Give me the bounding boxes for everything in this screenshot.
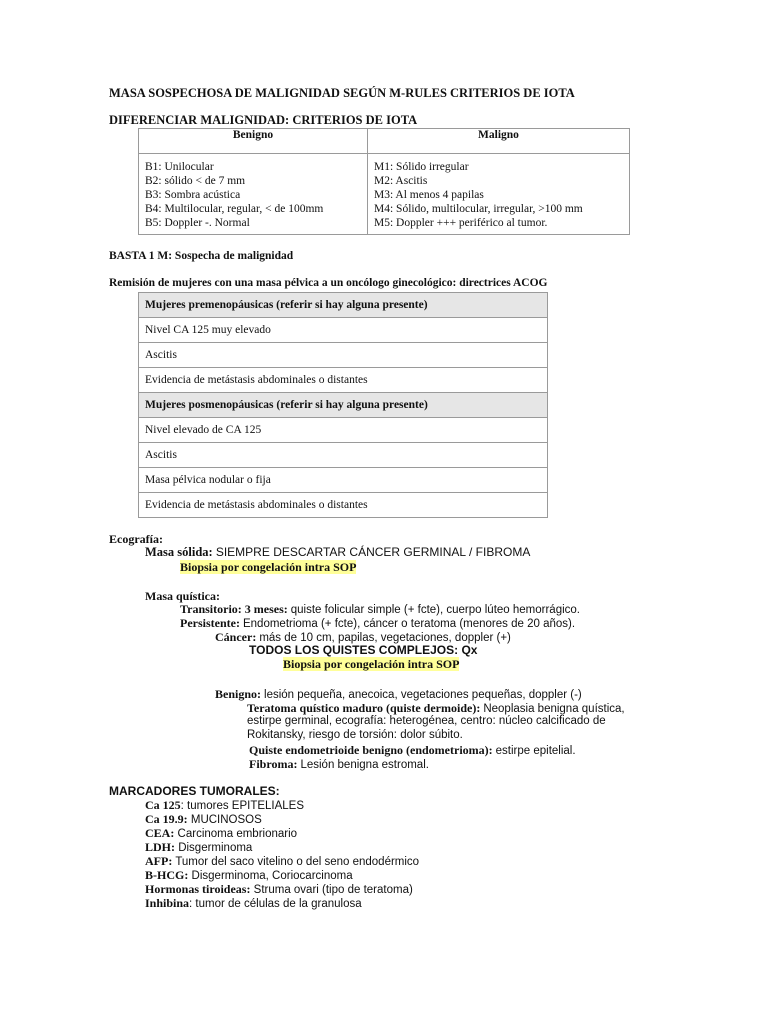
marker-label: Ca 19.9: — [145, 812, 188, 826]
teratoma-text: Neoplasia benigna quística, — [483, 703, 625, 715]
marker-item — [145, 882, 413, 897]
postmenopausal-header: Mujeres posmenopáusicas (referir si hay alguna presente) — [139, 393, 548, 418]
marker-label: CEA: — [145, 826, 175, 840]
eco-heading: Ecografía: — [109, 532, 163, 546]
benign-text: lesión pequeña, anecoica, vegetaciones pequeñas, doppler (-) — [264, 689, 582, 701]
acog-criterion: Nivel CA 125 muy elevado — [139, 318, 548, 343]
teratoma-line — [247, 701, 625, 716]
cystic-mass-label: Masa quística: — [145, 589, 220, 603]
complex-cysts-note: TODOS LOS QUISTES COMPLEJOS: Qx — [249, 643, 478, 657]
benign-criterion: B3: Sombra acústica — [145, 189, 241, 201]
marker-label: Hormonas tiroideas: — [145, 882, 251, 896]
premenopausal-header: Mujeres premenopáusicas (referir si hay alguna presente) — [139, 293, 548, 318]
malign-header: Maligno — [368, 129, 630, 154]
fibroma-line — [249, 757, 429, 772]
teratoma-text-2: estirpe germinal, ecografía: heterogénea, centro: núcleo calcificado de — [247, 715, 606, 727]
transitory-label: Transitorio: 3 meses: — [180, 602, 288, 616]
acog-criterion: Ascitis — [139, 343, 548, 368]
endometrioma-label: Quiste endometrioide benigno (endometrioma): — [249, 743, 493, 757]
marker-text: Disgerminoma, Coriocarcinoma — [188, 870, 353, 882]
acog-criterion: Nivel elevado de CA 125 — [139, 418, 548, 443]
marker-label: LDH: — [145, 840, 175, 854]
basta-note: BASTA 1 M: Sospecha de malignidad — [109, 250, 294, 262]
marker-text: Tumor del saco vitelino o del seno endodérmico — [172, 856, 420, 868]
endometrioma-line — [249, 743, 576, 758]
malign-criterion: M2: Ascitis — [374, 175, 428, 187]
marker-item — [145, 896, 362, 911]
benign-criterion: B5: Doppler -. Normal — [145, 217, 250, 229]
malign-criterion: M3: Al menos 4 papilas — [374, 189, 484, 201]
acog-criterion: Evidencia de metástasis abdominales o distantes — [139, 493, 548, 518]
benign-criterion: B4: Multilocular, regular, < de 100mm — [145, 203, 324, 215]
marker-item — [145, 854, 419, 869]
acog-criterion: Ascitis — [139, 443, 548, 468]
solid-mass-line — [145, 545, 530, 560]
marker-item — [145, 840, 252, 855]
marker-label: Inhibina — [145, 896, 190, 910]
persistent-line — [180, 616, 575, 631]
marker-item — [145, 868, 353, 883]
acog-heading: Remisión de mujeres con una masa pélvica a un oncólogo ginecológico: directrices ACOG — [109, 277, 548, 289]
marker-label: AFP: — [145, 854, 173, 868]
page-title: MASA SOSPECHOSA DE MALIGNIDAD SEGÚN M-RULES CRITERIOS DE IOTA — [109, 86, 575, 100]
acog-referral-table — [138, 292, 548, 518]
benign-header: Benigno — [139, 129, 368, 154]
marker-item — [145, 798, 304, 813]
biopsy-highlight: Biopsia por congelación intra SOP — [180, 560, 357, 574]
transitory-line — [180, 602, 580, 617]
endometrioma-text: estirpe epitelial. — [495, 745, 576, 757]
marker-text: Struma ovari (tipo de teratoma) — [250, 884, 413, 896]
benign-criterion: B1: Unilocular — [145, 161, 214, 173]
malign-criterion: M1: Sólido irregular — [374, 161, 469, 173]
benign-line — [215, 687, 582, 702]
marker-item — [145, 826, 297, 841]
benign-criterion: B2: sólido < de 7 mm — [145, 175, 246, 187]
marker-label: B-HCG: — [145, 868, 189, 882]
malign-criterion: M4: Sólido, multilocular, irregular, >100 mm — [374, 203, 583, 215]
marker-text: : tumor de células de la granulosa — [189, 898, 362, 910]
cancer-text: más de 10 cm, papilas, vegetaciones, doppler (+) — [259, 632, 511, 644]
solid-mass-text: SIEMPRE DESCARTAR CÁNCER GERMINAL / FIBROMA — [215, 545, 531, 559]
transitory-text: quiste folicular simple (+ fcte), cuerpo lúteo hemorrágico. — [290, 604, 580, 616]
acog-criterion: Masa pélvica nodular o fija — [139, 468, 548, 493]
marker-label: Ca 125 — [145, 798, 181, 812]
iota-heading: DIFERENCIAR MALIGNIDAD: CRITERIOS DE IOTA — [109, 113, 418, 127]
acog-criterion: Evidencia de metástasis abdominales o distantes — [139, 368, 548, 393]
teratoma-label: Teratoma quístico maduro (quiste dermoide): — [247, 701, 481, 715]
persistent-text: Endometrioma (+ fcte), cáncer o teratoma (menores de 20 años). — [242, 618, 576, 630]
benign-label: Benigno: — [215, 687, 262, 701]
marker-item — [145, 812, 262, 827]
markers-heading: MARCADORES TUMORALES: — [109, 784, 280, 798]
biopsy-line-2 — [283, 657, 459, 672]
marker-text: Carcinoma embrionario — [174, 828, 298, 840]
persistent-label: Persistente: — [180, 616, 240, 630]
solid-mass-label: Masa sólida: — [145, 545, 213, 559]
marker-text: Disgerminoma — [175, 842, 253, 854]
biopsy-line — [180, 560, 356, 575]
marker-text: MUCINOSOS — [187, 814, 262, 826]
iota-criteria-table — [138, 128, 630, 235]
marker-text: : tumores EPITELIALES — [180, 800, 305, 812]
fibroma-text: Lesión benigna estromal. — [300, 759, 429, 771]
biopsy-highlight-2: Biopsia por congelación intra SOP — [283, 657, 460, 671]
malign-criterion: M5: Doppler +++ periférico al tumor. — [374, 217, 548, 229]
cancer-label: Cáncer: — [215, 630, 257, 644]
malign-criteria-cell — [368, 154, 630, 235]
benign-criteria-cell — [139, 154, 368, 235]
fibroma-label: Fibroma: — [249, 757, 298, 771]
teratoma-text-3: Rokitansky, riesgo de torsión: dolor súbito. — [247, 729, 463, 741]
